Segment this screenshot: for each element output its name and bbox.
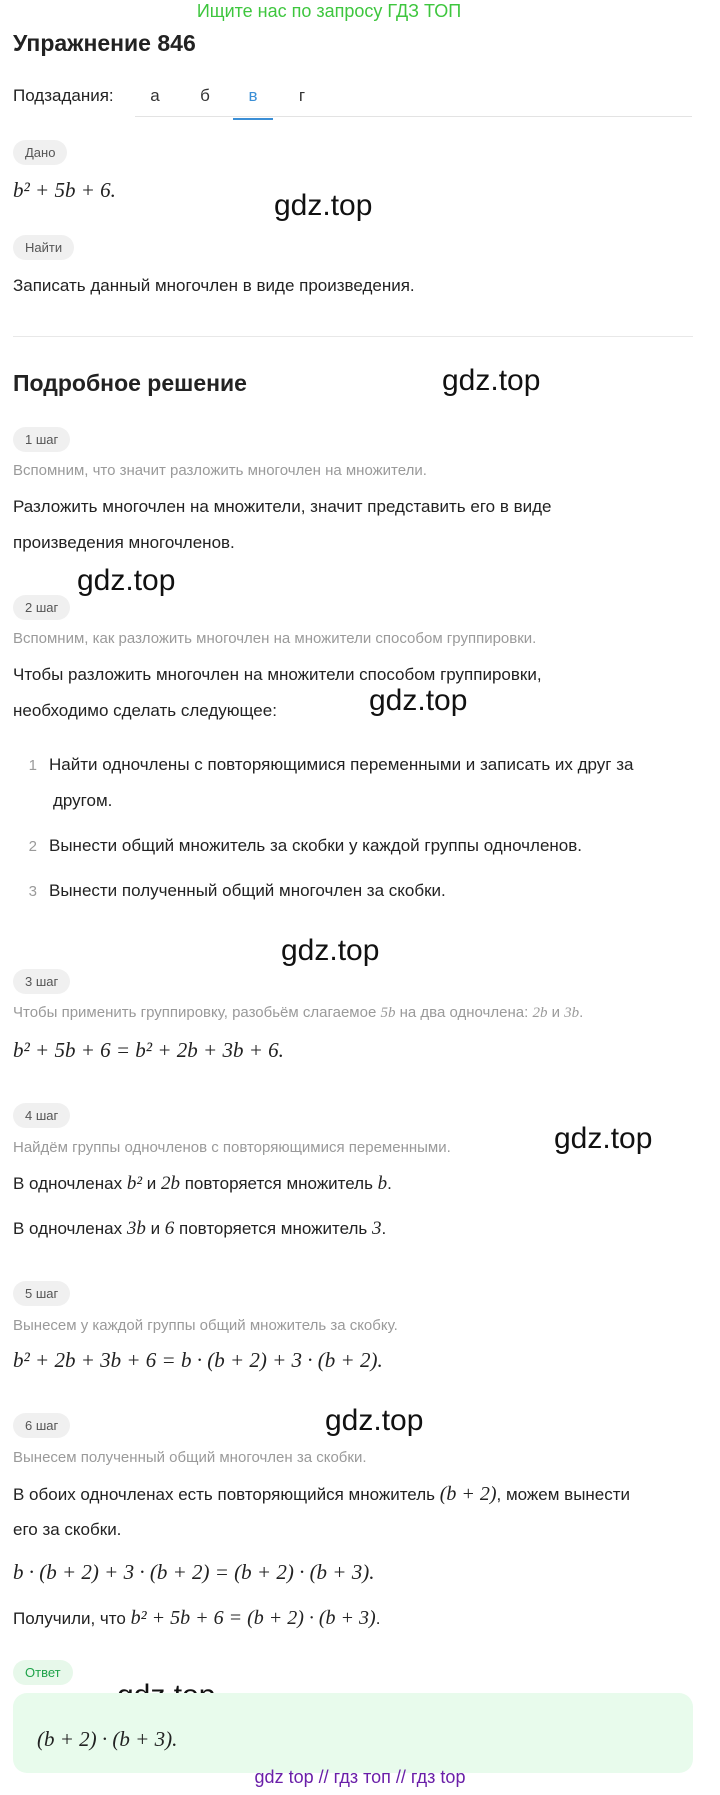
math: 3b [126,1218,146,1239]
step-6-result [13,1600,380,1637]
tab-b[interactable]: б [200,86,210,105]
math: (b + 2) [439,1483,497,1505]
step-2-line-1: Чтобы разложить многочлен на множители способом группировки, [13,665,542,684]
text: . [387,1174,392,1193]
list-item: Найти одночлены с повторяющимися переменными и записать их друг за [49,755,634,774]
step-4-line-1 [13,1166,392,1202]
solution-title: Подробное решение [13,370,247,396]
step-1-line-2: произведения многочленов. [13,533,235,552]
hint-text: . [579,1004,584,1021]
step-6-chip: 6 шаг [13,1413,70,1438]
watermark: gdz.top [369,684,468,717]
watermark: gdz.top [77,564,176,597]
hint-math: 3b [564,1005,580,1021]
step-4-chip: 4 шаг [13,1103,70,1128]
step-2-list [13,747,693,917]
text: , можем вынести [496,1485,631,1504]
list-item: другом. [53,791,113,810]
hint-text: Чтобы применить группировку, разобьём слагаемое [13,1004,381,1021]
text: В обоих одночленах есть повторяющийся множитель [13,1485,440,1504]
watermark: gdz.top [442,364,541,397]
step-6-line-1 [13,1476,630,1513]
find-text: Записать данный многочлен в виде произведения. [13,276,415,295]
list-item: Вынести общий множитель за скобки у каждой группы одночленов. [49,836,583,855]
divider [13,336,693,337]
text: В одночленах [13,1219,127,1238]
step-1-hint: Вспомним, что значит разложить многочлен на множители. [13,462,427,479]
step-6-hint: Вынесем полученный общий многочлен за скобки. [13,1449,367,1466]
text: Получили, что [13,1609,131,1628]
given-chip: Дано [13,140,67,165]
step-4-line-2 [13,1211,386,1247]
math: b² + 5b + 6 = (b + 2) · (b + 3) [130,1607,376,1629]
hint-text: и [547,1004,565,1021]
hint-text: на два одночлена: [395,1004,533,1021]
math: 2b [161,1173,180,1194]
list-number: 3 [28,883,37,900]
text: . [381,1219,387,1238]
text: В одночленах [13,1174,127,1193]
step-2-hint: Вспомним, как разложить многочлен на множители способом группировки. [13,630,537,647]
tab-v[interactable]: в [233,86,273,120]
text: повторяется множитель [174,1219,372,1238]
text: и [142,1174,161,1193]
tab-a[interactable]: а [150,86,160,105]
watermark: gdz.top [325,1404,424,1437]
text: и [145,1219,165,1238]
watermark: gdz.top [274,189,373,222]
answer-box [13,1693,693,1773]
step-2-line-2: необходимо сделать следующее: [13,701,277,720]
step-5-hint: Вынесем у каждой группы общий множитель за скобку. [13,1317,398,1334]
watermark: gdz.top [281,934,380,967]
step-3-formula: b² + 5b + 6 = b² + 2b + 3b + 6. [13,1038,284,1062]
text: повторяется множитель [180,1174,378,1193]
subtask-tabs [135,76,692,117]
list-number: 2 [28,838,37,855]
subtasks-label: Подзадания: [13,86,114,105]
step-3-chip: 3 шаг [13,969,70,994]
step-2-chip: 2 шаг [13,595,70,620]
page-title: Упражнение 846 [13,30,196,56]
step-6-line-2: его за скобки. [13,1520,122,1539]
footer-links[interactable]: gdz top // гдз топ // гдз top [254,1767,466,1787]
math: 6 [164,1218,175,1239]
step-1-line-1: Разложить многочлен на множители, значит представить его в виде [13,497,552,516]
answer-formula: (b + 2) · (b + 3). [37,1727,178,1751]
search-banner: Ищите нас по запросу ГДЗ ТОП [196,1,462,21]
step-1-chip: 1 шаг [13,427,70,452]
step-6-formula: b · (b + 2) + 3 · (b + 2) = (b + 2) · (b + 3). [13,1560,375,1584]
hint-math: 5b [380,1005,396,1021]
list-number: 1 [28,757,37,774]
watermark: gdz.top [554,1122,653,1155]
step-3-hint [13,1004,583,1022]
math: b² [126,1173,143,1194]
step-5-chip: 5 шаг [13,1281,70,1306]
math: 3 [371,1218,382,1239]
step-5-formula: b² + 2b + 3b + 6 = b · (b + 2) + 3 · (b + 2). [13,1348,383,1372]
tab-g[interactable]: г [298,86,306,105]
text: . [375,1609,381,1628]
given-formula: b² + 5b + 6. [13,178,116,202]
answer-chip: Ответ [13,1660,73,1685]
list-item: Вынести полученный общий многочлен за скобки. [49,881,446,900]
find-chip: Найти [13,235,74,260]
math: b [377,1173,388,1194]
hint-math: 2b [532,1005,548,1021]
step-4-hint: Найдём группы одночленов с повторяющимися переменными. [13,1139,451,1156]
